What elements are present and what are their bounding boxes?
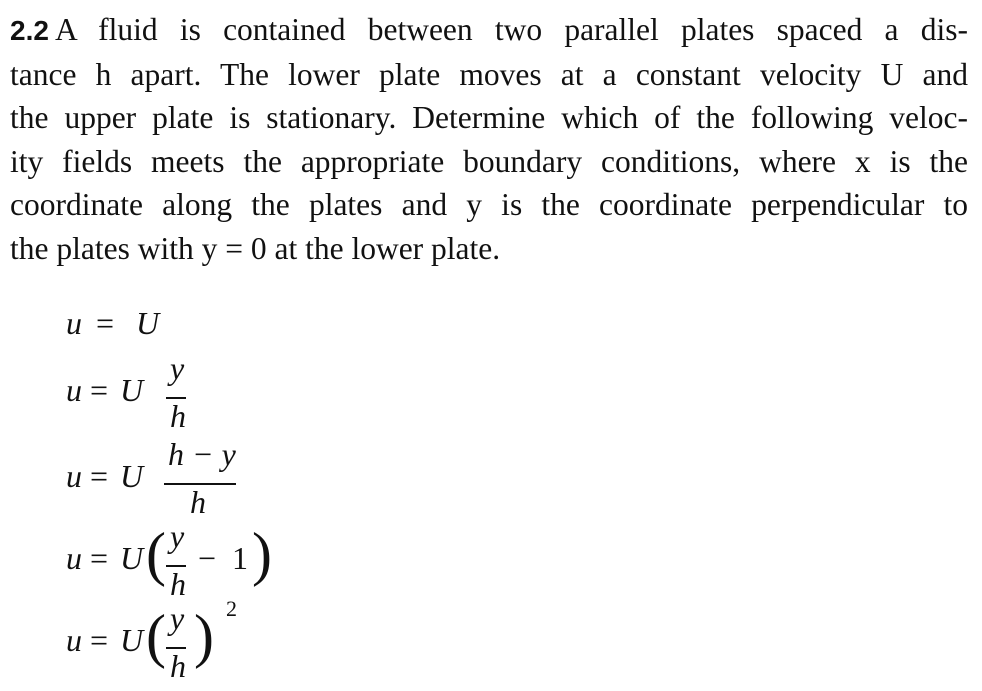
eq-coefficient: U xyxy=(120,540,144,576)
eq-lhs: u xyxy=(66,305,82,341)
right-parenthesis: ) xyxy=(252,521,272,587)
problem-text-line: the plates with y = 0 at the lower plate. xyxy=(10,230,501,266)
eq-lhs: u xyxy=(66,372,82,408)
problem-line-1 xyxy=(10,8,968,53)
eq-equals: = xyxy=(90,372,109,408)
problem-statement xyxy=(10,8,968,271)
right-parenthesis: ) xyxy=(194,603,214,669)
eq-lhs: u xyxy=(66,622,82,658)
fraction-numerator: h − y xyxy=(168,436,236,472)
fraction-denominator: h xyxy=(170,398,186,434)
fraction-denominator: h xyxy=(170,566,186,602)
problem-text-line: ity fields meets the appropriate boundary conditions, where x is the xyxy=(10,143,968,179)
exponent: 2 xyxy=(226,596,237,621)
eq-lhs: u xyxy=(66,540,82,576)
eq-lhs: u xyxy=(66,458,82,494)
fraction-numerator: y xyxy=(170,350,185,386)
eq-coefficient: U xyxy=(120,458,144,494)
eq-equals: = xyxy=(90,622,109,658)
left-parenthesis: ( xyxy=(146,521,166,587)
problem-text-line: A fluid is contained between two parallel plates spaced a dis- xyxy=(54,12,968,47)
eq-coefficient: U xyxy=(120,372,144,408)
left-parenthesis: ( xyxy=(146,603,166,669)
fraction-denominator: h xyxy=(190,484,206,520)
fraction-numerator: y xyxy=(170,518,185,554)
minus-sign: − xyxy=(198,540,217,576)
eq-equals: = xyxy=(96,305,115,341)
problem-text-line: coordinate along the plates and y is the coordinate perpendicular to xyxy=(10,187,968,223)
eq-coefficient: U xyxy=(120,622,144,658)
problem-text-line: the upper plate is stationary. Determine which of the following veloc- xyxy=(10,100,968,136)
constant-one: 1 xyxy=(232,540,248,576)
fraction-denominator: h xyxy=(170,648,186,684)
problem-text-line: tance h apart. The lower plate moves at a constant velocity U and xyxy=(10,56,968,92)
problem-number: 2.2 xyxy=(10,15,49,46)
eq-equals: = xyxy=(90,540,109,576)
eq-equals: = xyxy=(90,458,109,494)
eq-rhs: U xyxy=(136,305,160,341)
fraction-numerator: y xyxy=(170,600,185,636)
